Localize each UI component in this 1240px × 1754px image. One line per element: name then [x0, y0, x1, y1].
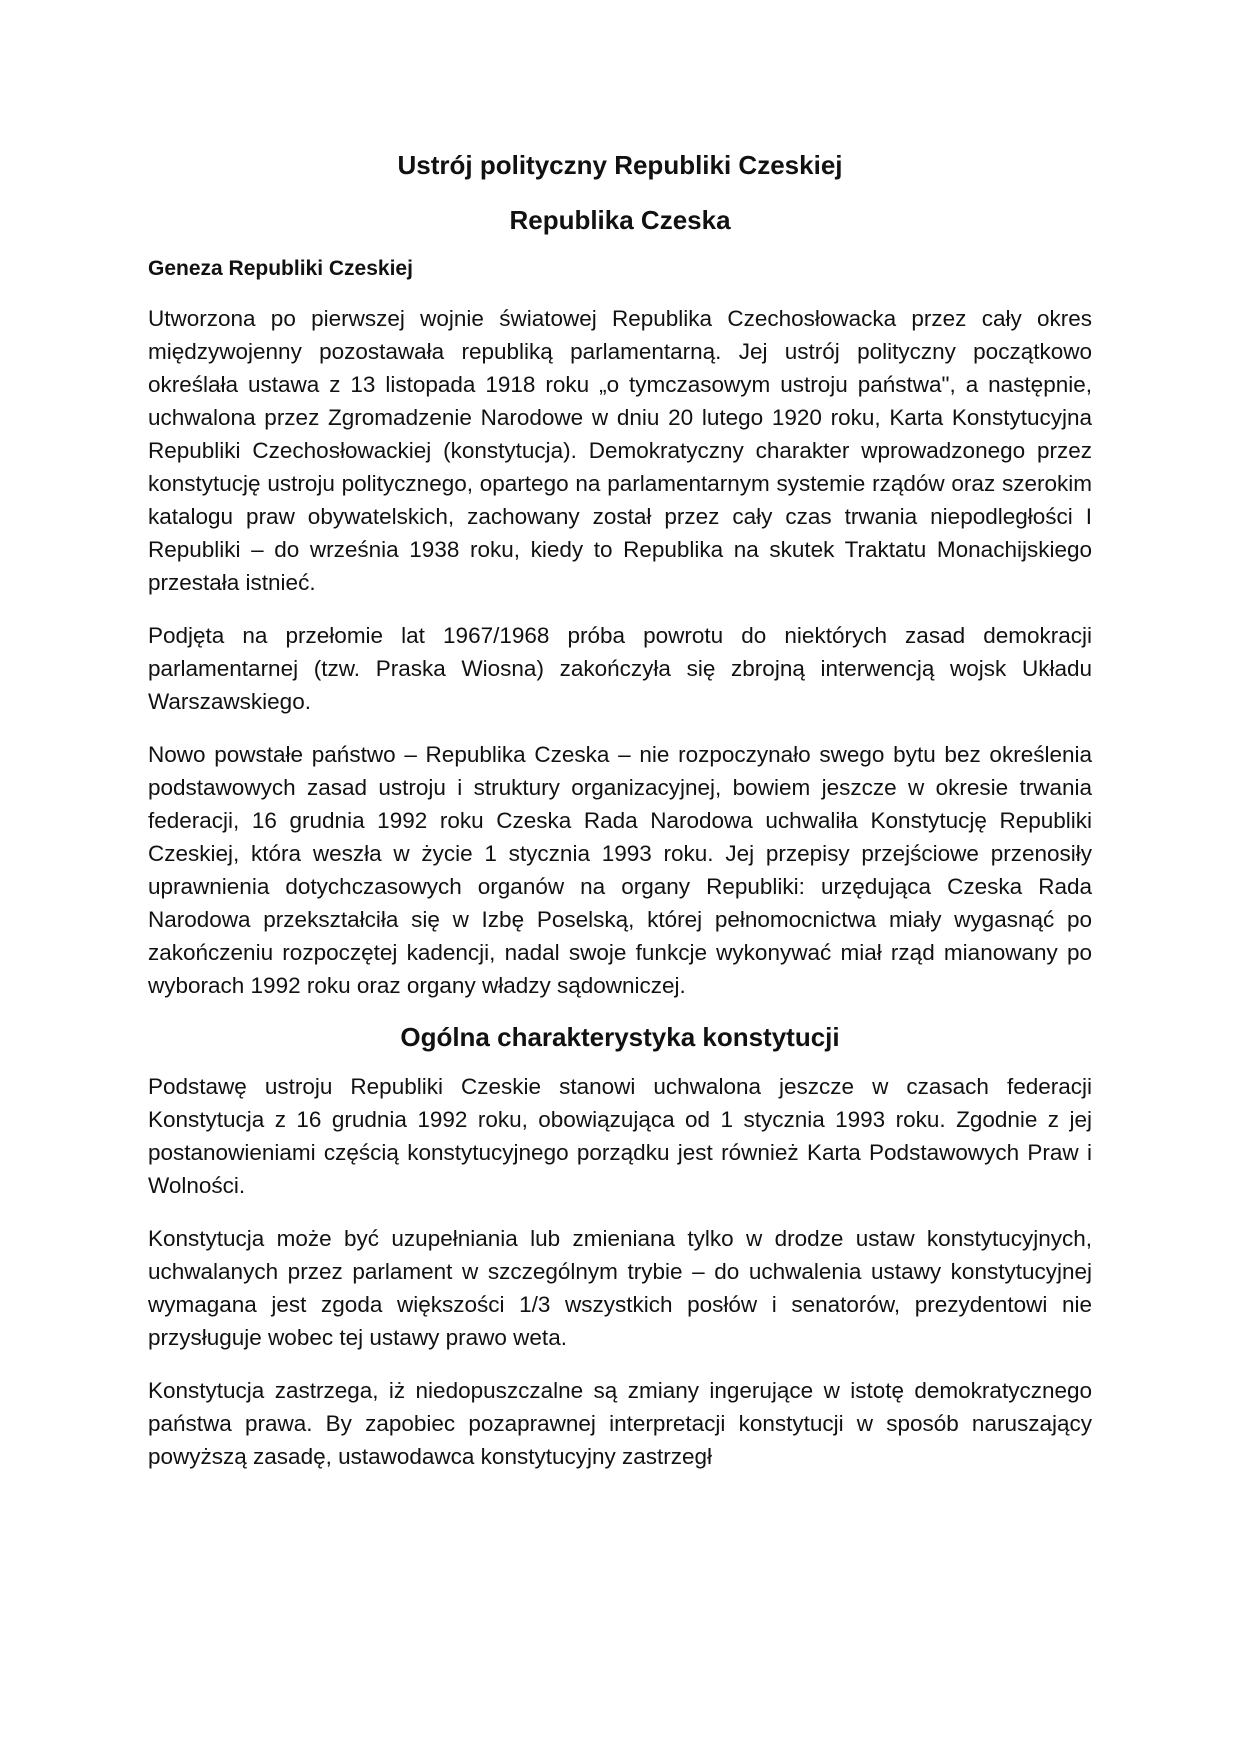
paragraph: Konstytucja może być uzupełniania lub zmieniana tylko w drodze ustaw konstytucyjnych, uchwalanych przez parlament w szczególnym trybie – do uchwalenia ustawy konstytucyjnej wymagana jest zgoda większości 1/3 wszystkich posłów i senatorów, prezydentowi nie przysługuje wobec tej ustawy prawo weta.: [148, 1226, 1092, 1350]
document-subtitle: Republika Czeska: [509, 205, 731, 235]
document-page: [148, 140, 1092, 1473]
paragraph: Podjęta na przełomie lat 1967/1968 próba powrotu do niektórych zasad demokracji parlamentarnej (tzw. Praska Wiosna) zakończyła się zbrojną interwencją wojsk Układu Warszawskiego.: [148, 623, 1092, 714]
paragraph: Konstytucja zastrzega, iż niedopuszczalne są zmiany ingerujące w istotę demokratycznego państwa prawa. By zapobiec pozaprawnej interpretacji konstytucji w sposób naruszający powyższą zasadę, ustawodawca konstytucyjny zastrzegł: [148, 1378, 1092, 1469]
document-title: Ustrój polityczny Republiki Czeskiej: [397, 150, 843, 180]
section-heading-genesis: Geneza Republiki Czeskiej: [148, 257, 413, 280]
paragraph: Nowo powstałe państwo – Republika Czeska – nie rozpoczynało swego bytu bez określenia podstawowych zasad ustroju i struktury organizacyjnej, bowiem jeszcze w okresie trwania federacji, 16 grudnia 1992 roku Czeska Rada Narodowa uchwaliła Konstytucję Republiki Czeskiej, która weszła w życie 1 stycznia 1993 roku. Jej przepisy przejściowe przenosiły uprawnienia dotychczasowych organów na organy Republiki: urzędująca Czeska Rada Narodowa przekształciła się w Izbę Poselską, której pełnomocnictwa miały wygasnąć po zakończeniu rozpoczętej kadencji, nadal swoje funkcje wykonywać miał rząd mianowany po wyborach 1992 roku oraz organy władzy sądowniczej.: [148, 742, 1092, 998]
paragraph: Utworzona po pierwszej wojnie światowej Republika Czechosłowacka przez cały okres międzywojenny pozostawała republiką parlamentarną. Jej ustrój polityczny początkowo określała ustawa z 13 listopada 1918 roku „o tymczasowym ustroju państwa", a następnie, uchwalona przez Zgromadzenie Narodowe w dniu 20 lutego 1920 roku, Karta Konstytucyjna Republiki Czechosłowackiej (konstytucja). Demokratyczny charakter wprowadzonego przez konstytucję ustroju politycznego, opartego na parlamentarnym systemie rządów oraz szerokim katalogu praw obywatelskich, zachowany został przez cały czas trwania niepodległości I Republiki – do września 1938 roku, kiedy to Republika na skutek Traktatu Monachijskiego przestała istnieć.: [148, 306, 1092, 595]
paragraph: Podstawę ustroju Republiki Czeskie stanowi uchwalona jeszcze w czasach federacji Konstytucja z 16 grudnia 1992 roku, obowiązująca od 1 stycznia 1993 roku. Zgodnie z jej postanowieniami częścią konstytucyjnego porządku jest również Karta Podstawowych Praw i Wolności.: [148, 1074, 1092, 1198]
section-heading-constitution: Ogólna charakterystyka konstytucji: [400, 1022, 840, 1052]
